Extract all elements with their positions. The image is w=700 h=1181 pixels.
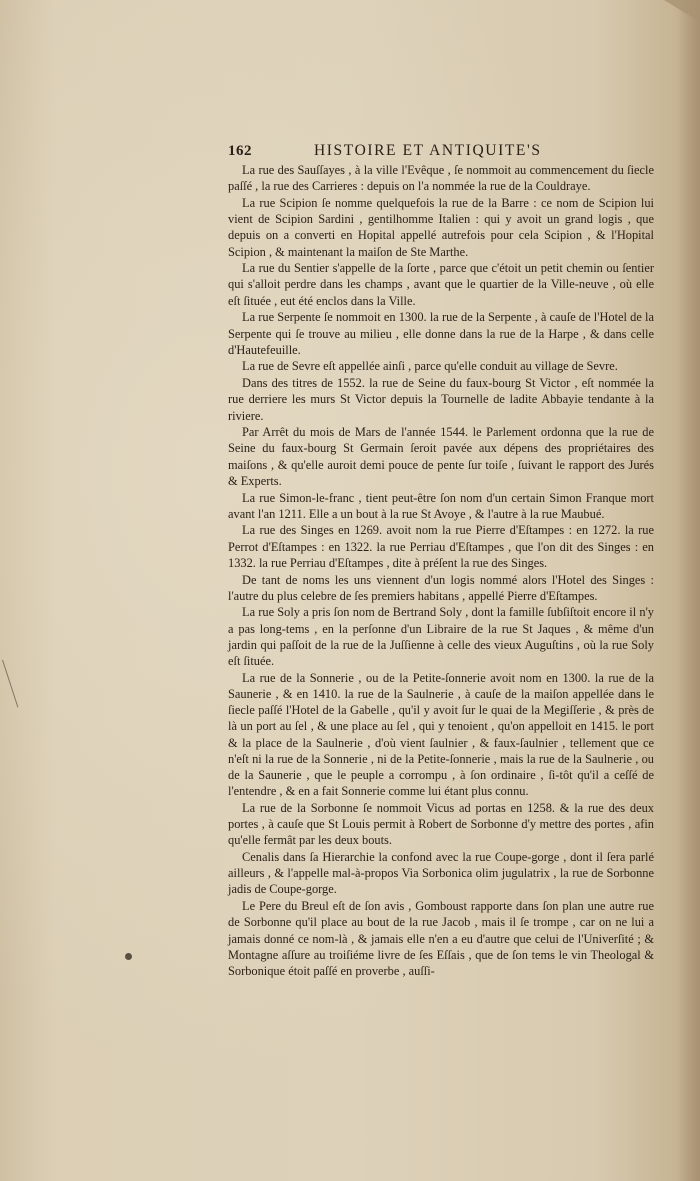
paragraph-rue-des-singes: La rue des Singes en 1269. avoit nom la rue Pierre d'Eſtampes : en 1272. la rue Perrot d'Eſtampes : en 1322. la rue Perriau d'Eſtampes , que l'on dit des Singes : en 1332. la rue Perriau d'Eſtampes , dite à préſent la rue des Singes. [228, 523, 654, 570]
paragraph-arret-1544: Par Arrêt du mois de Mars de l'année 1544. le Parlement ordonna que la rue de Seine du faux-bourg St Germain ſeroit pavée aux dépens des propriétaires des maiſons , & qu'elle auroit demi pouce de pente ſur toiſe , ſuivant le rapport des Jurés & Experts. [228, 425, 654, 488]
ink-spot [125, 953, 132, 960]
paragraph-rue-des-saussayes: La rue des Sauſſayes , à la ville l'Evêque , ſe nommoit au commencement du ſiecle paſſé , la rue des Carrieres : depuis on l'a nommée la rue de la Couldraye. [228, 163, 654, 194]
page-edge-shadow [678, 0, 700, 1181]
paragraph-cenalis: Cenalis dans ſa Hierarchie la confond avec la rue Coupe-gorge , dont il ſera parlé ailleurs , & l'appelle mal-à-propos Via Sorbonica olim jugulatrix , la rue de Sorbonne jadis de Coupe-gorge. [228, 850, 654, 897]
paragraph-rue-soly: La rue Soly a pris ſon nom de Bertrand Soly , dont la famille ſubſiſtoit encore il n'y a pas long-tems , en la perſonne d'un Libraire de la rue St Jaques , & même d'un jardin qui paſſoit de la rue de la Juſſienne à celle des vieux Auguſtins , où la rue Soly eſt ſituée. [228, 605, 654, 669]
corner-fold [664, 0, 700, 22]
paragraph-rue-du-sentier: La rue du Sentier s'appelle de la ſorte , parce que c'étoit un petit chemin ou ſentier qui s'alloit perdre dans les champs , avant que le quartier de la Ville-neuve , où elle eſt ſituée , eut été enclos dans la Ville. [228, 261, 654, 308]
paragraph-rue-scipion: La rue Scipion ſe nomme quelquefois la rue de la Barre : ce nom de Scipion lui vient de Scipion Sardini , gentilhomme Italien : qui y avoit un grand logis , que depuis on a converti en Hopital appellé autrefois pour cela Scipion , & l'Hopital Scipion , & maintenant la maiſon de Ste Marthe. [228, 195, 654, 259]
paragraph-titres-1552: Dans des titres de 1552. la rue de Seine du faux-bourg St Victor , eſt nommée la rue derriere les murs St Victor depuis la Tournelle de ladite Abbayie tendante à la riviere. [228, 376, 654, 423]
body-text [228, 162, 654, 980]
paragraph-rue-simon-le-franc: La rue Simon-le-franc , tient peut-être ſon nom d'un certain Simon Franque mort avant l'an 1211. Elle a un bout à la rue St Avoye , & l'autre à la rue Maubué. [228, 490, 654, 521]
page-title: HISTOIRE ET ANTIQUITE'S [314, 142, 542, 159]
margin-ink-mark [2, 655, 32, 707]
paragraph-pere-du-breul: Le Pere du Breul eſt de ſon avis , Gomboust rapporte dans ſon plan une autre rue de Sorbonne qu'il place au bout de la rue Jacob , mais il ſe trompe , car on ne lui a jamais donné ce nom-là , & jamais elle n'en a eu d'autre que celui de l'Univerſité ; & Montagne aſſure au troiſiéme livre de ſes Eſſais , que de ſon tems le vin Theologal & Sorbonique étoit paſſé en proverbe , auſſi- [228, 899, 654, 978]
paragraph-rue-de-la-sonnerie: La rue de la Sonnerie , ou de la Petite-ſonnerie avoit nom en 1300. la rue de la Saunerie , & en 1410. la rue de la Saulnerie , à cauſe de la maiſon appellée dans le ſiecle paſſé l'Hotel de la Gabelle , qu'il y avoit ſur le quai de la Megiſſerie , & près de là un port au ſel , & une place au ſel , qui y tenoient , qu'on appelloit en 1415. le port & la place de la Saulnerie , d'où vient ſaulnier , & faux-ſaulnier , tellement que ce n'eſt ni la rue de la Sonnerie , ni de la Petite-ſonnerie , mais la rue de la Saulnerie , ou de la Saunerie , que le peuple a corrompu , à ſon ordinaire , ſi-tôt qu'il a ceſſé de l'entendre , & en a fait Sonnerie comme lui étant plus connu. [228, 670, 654, 799]
paragraph-rue-de-la-sorbonne: La rue de la Sorbonne ſe nommoit Vicus ad portas en 1258. & la rue des deux portes , à cauſe que St Louis permit à Robert de Sorbonne d'y mettre des portes , afin qu'elle fermât par les deux bouts. [228, 800, 654, 848]
paragraph-rue-de-sevre: La rue de Sevre eſt appellée ainſi , parce qu'elle conduit au village de Sevre. [242, 359, 618, 374]
page-number: 162 [228, 143, 252, 159]
paragraph-rue-serpente: La rue Serpente ſe nommoit en 1300. la rue de la Serpente , à cauſe de l'Hotel de la Serpente qui ſe trouve au milieu , elle donne dans la rue de la Harpe , & dans celle d'Hautefeuille. [228, 310, 654, 357]
paragraph-noms-singes: De tant de noms les uns viennent d'un logis nommé alors l'Hotel des Singes : l'autre du plus celebre de ſes premiers habitans , appellé Pierre d'Eſtampes. [228, 572, 654, 603]
